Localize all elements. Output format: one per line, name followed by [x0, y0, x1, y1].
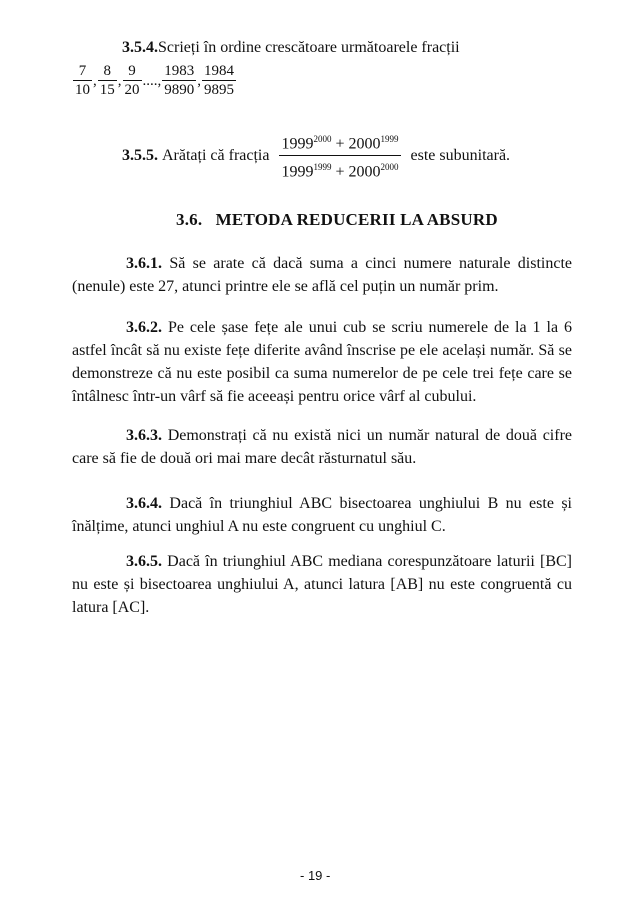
problem-number: 3.6.4.	[126, 495, 162, 512]
problem-text: Demonstrați că nu există nici un număr natural de două cifre care să fie de două ori mai mare decât răsturnatul său.	[72, 427, 573, 467]
exponent: 1999	[313, 162, 332, 173]
fraction	[162, 62, 196, 99]
problem-3-6-1	[72, 252, 572, 298]
problem-text: Dacă în triunghiul ABC mediana corespunzătoare laturii [BC] nu este și bisectoarea unghiului A, atunci latura [AB] nu este congruentă cu latura [AC].	[72, 553, 572, 616]
section-title: METODA REDUCERII LA ABSURD	[215, 210, 498, 229]
problem-text: Pe cele șase fețe ale unui cub se scriu numerele de la 1 la 6 astfel încât să nu existe fețe diferite având înscrise pe ele același număr. Să se demonstreze că nu este posibil ca suma numerelor de pe cele trei fețe care se întâlnesc într-un vârf să fie aceeași pentru orice vârf al cubului.	[72, 319, 572, 405]
fraction-denominator: 20	[124, 82, 140, 98]
fraction	[73, 62, 92, 99]
section-number: 3.6.	[176, 210, 203, 229]
separator: ,	[93, 72, 97, 89]
separator: ,	[117, 72, 122, 89]
base: 2000	[348, 135, 381, 153]
base: 1999	[281, 135, 314, 153]
page-number: - 19 -	[300, 868, 331, 883]
exponent: 1999	[380, 134, 399, 144]
big-fraction-denominator	[279, 156, 400, 183]
exponent: 2000	[313, 134, 332, 144]
exercise-3-5-4	[122, 38, 460, 58]
plus-sign: +	[335, 163, 345, 181]
problem-text: Dacă în triunghiul ABC bisectoarea unghiului B nu este și înălțime, atunci unghiul A nu este congruent cu unghiul C.	[72, 495, 572, 535]
fraction-numerator: 1984	[204, 63, 234, 79]
big-fraction-numerator	[279, 128, 400, 156]
fraction-numerator: 7	[73, 62, 92, 81]
fraction	[202, 62, 236, 99]
problem-number: 3.6.1.	[126, 255, 162, 272]
section-heading	[176, 210, 498, 230]
plus-sign: +	[335, 135, 345, 153]
exercise-text: Scrieți în ordine crescătoare următoarele fracții	[158, 39, 460, 56]
exercise-3-5-5	[122, 128, 510, 184]
fraction-numerator: 8	[98, 62, 117, 81]
base: 2000	[348, 163, 381, 181]
exercise-number: 3.5.4.	[122, 39, 158, 56]
exercise-text-before: Arătați că fracția	[162, 146, 270, 164]
exponent: 2000	[380, 162, 399, 173]
fraction-denominator: 15	[99, 82, 115, 98]
problem-3-6-3	[72, 424, 572, 470]
exercise-text-after: este subunitară.	[410, 146, 511, 164]
problem-3-6-5	[72, 550, 572, 619]
exercise-number: 3.5.5.	[122, 146, 158, 164]
problem-text: Să se arate că dacă suma a cinci numere naturale distincte (nenule) este 27, atunci printre ele se află cel puțin un număr prim.	[72, 255, 573, 295]
fraction-denominator: 10	[75, 82, 90, 98]
problem-number: 3.6.3.	[126, 427, 162, 444]
fraction-numerator: 1983	[164, 63, 195, 79]
problem-number: 3.6.2.	[126, 319, 162, 336]
fraction-denominator: 9890	[164, 82, 195, 98]
fraction	[98, 62, 117, 99]
base: 1999	[281, 163, 314, 181]
ellipsis: ....,	[142, 72, 162, 89]
problem-3-6-4	[72, 492, 572, 538]
separator: ,	[197, 72, 201, 89]
problem-3-6-2	[72, 316, 572, 408]
problem-number: 3.6.5.	[126, 553, 162, 570]
fraction-numerator: 9	[123, 62, 142, 81]
fraction-list	[72, 62, 237, 99]
big-fraction	[279, 128, 400, 184]
fraction	[123, 62, 142, 99]
fraction-denominator: 9895	[204, 82, 234, 98]
